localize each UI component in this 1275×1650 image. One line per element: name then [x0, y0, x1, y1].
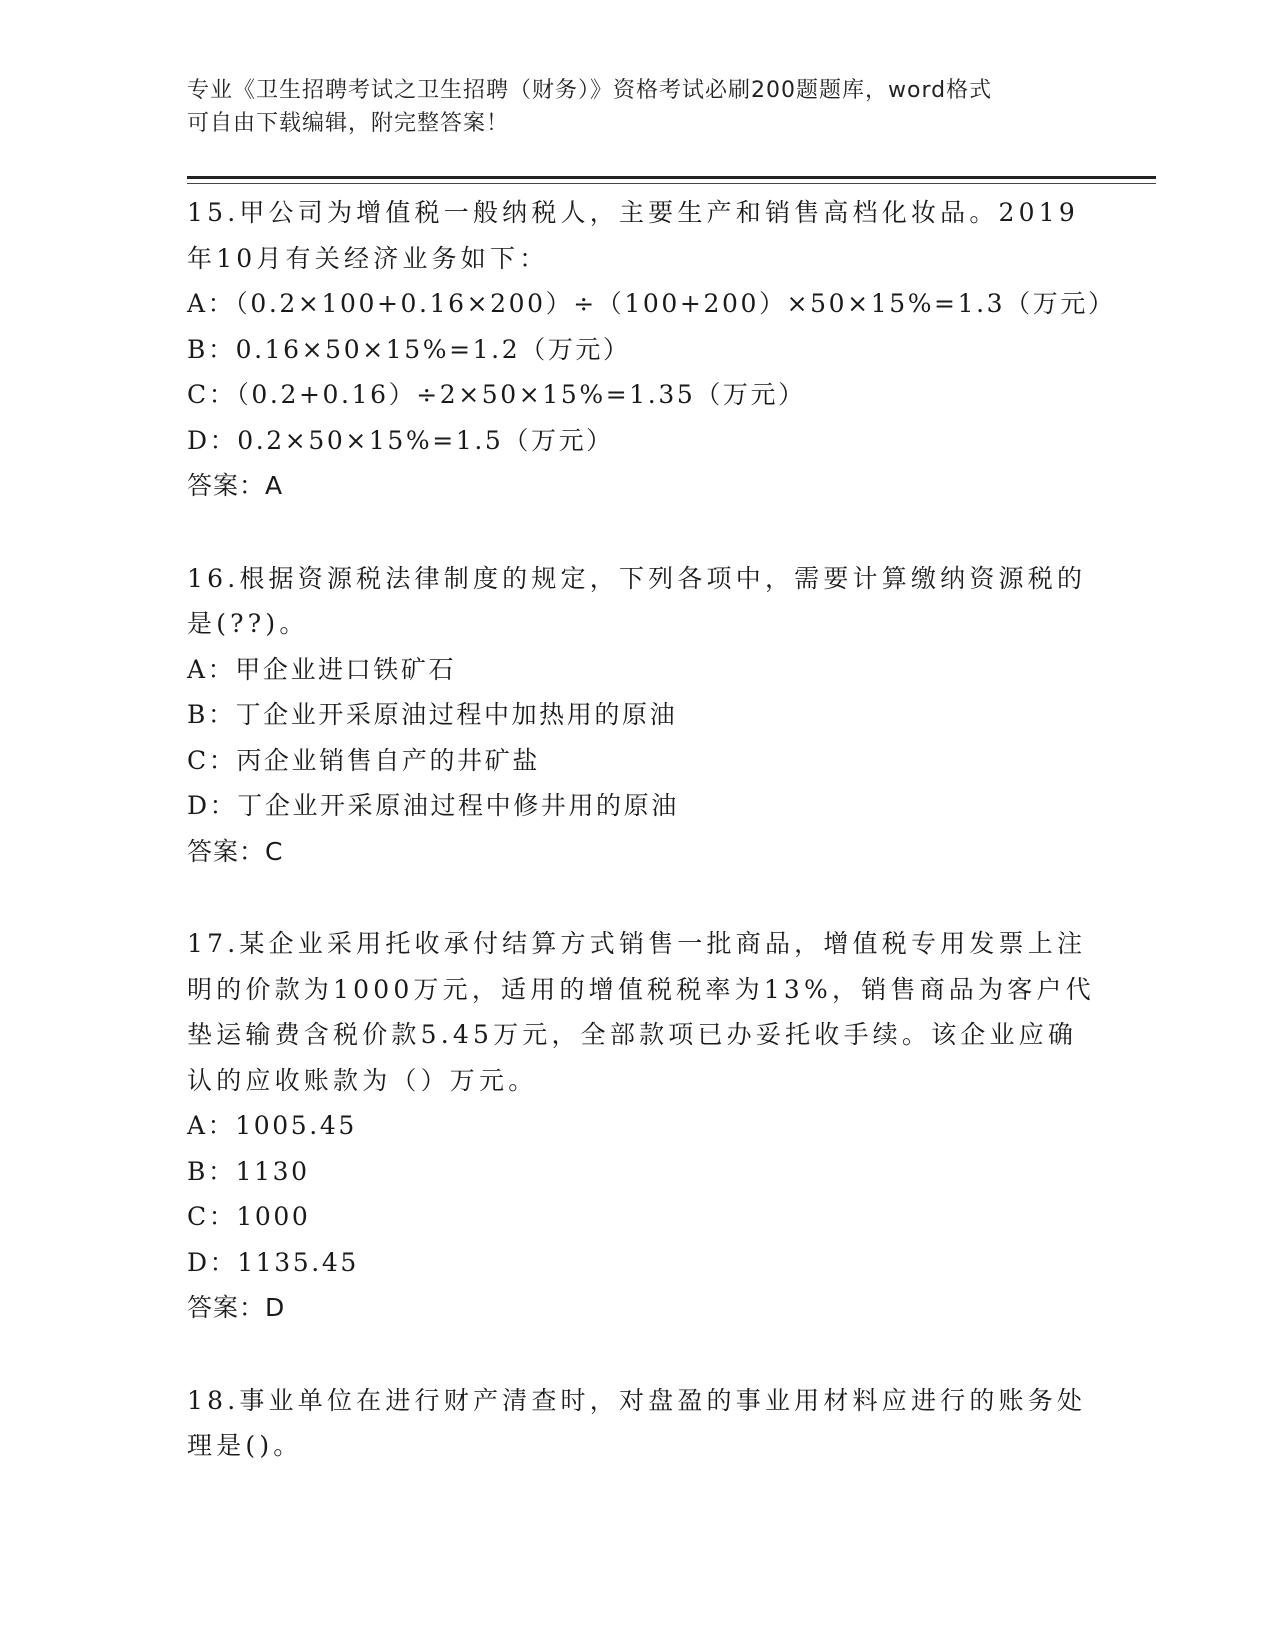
question-list: [187, 190, 1116, 1516]
question-17: [187, 921, 1095, 1331]
question-stem-line: 16.根据资源税法律制度的规定，下列各项中，需要计算缴纳资源税的: [187, 563, 1087, 593]
option-b: B：1130: [187, 1156, 310, 1186]
option-a: A：1005.45: [187, 1111, 357, 1140]
header-divider-thin: [187, 183, 1156, 184]
question-16: [187, 556, 1087, 875]
option-c: C：1000: [187, 1202, 311, 1231]
question-15: [187, 190, 1116, 509]
option-d: D：0.2×50×15%=1.5（万元）: [187, 425, 614, 455]
question-stem-line: 认的应收账款为（）万元。: [187, 1065, 538, 1095]
question-stem-line: 垫运输费含税价款5.45万元，全部款项已办妥托收手续。该企业应确: [187, 1020, 1078, 1049]
question-18: [187, 1378, 1087, 1469]
question-stem-line: 年10月有关经济业务如下：: [187, 243, 549, 273]
header-line-1: 专业《卫生招聘考试之卫生招聘（财务）》资格考试必刷200题题库，word格式: [187, 78, 993, 103]
question-stem-line: 18.事业单位在进行财产清查时，对盘盈的事业用材料应进行的账务处: [187, 1385, 1087, 1415]
question-stem-line: 是(??)。: [187, 609, 309, 638]
answer: 答案：C: [187, 836, 284, 866]
question-stem-line: 17.某企业采用托收承付结算方式销售一批商品，增值税专用发票上注: [187, 929, 1087, 958]
option-c: C：丙企业销售自产的井矿盐: [187, 745, 540, 775]
option-a: A：甲企业进口铁矿石: [187, 654, 457, 684]
header-line-2: 可自由下载编辑，附完整答案！: [187, 111, 510, 136]
question-stem-line: 理是()。: [187, 1431, 303, 1460]
header-divider-thick: [187, 176, 1156, 179]
answer: 答案：A: [187, 471, 284, 500]
document-header: [187, 74, 1067, 140]
question-stem-line: 15.甲公司为增值税一般纳税人，主要生产和销售高档化妆品。2019: [187, 198, 1079, 227]
answer: 答案：D: [187, 1293, 286, 1322]
question-stem-line: 明的价款为1000万元，适用的增值税税率为13%，销售商品为客户代: [187, 974, 1095, 1004]
option-d: D：丁企业开采原油过程中修井用的原油: [187, 791, 679, 820]
option-d: D：1135.45: [187, 1247, 359, 1277]
option-c: C：（0.2+0.16）÷2×50×15%=1.35（万元）: [187, 380, 806, 409]
option-b: B：丁企业开采原油过程中加热用的原油: [187, 700, 678, 729]
option-a: A：（0.2×100+0.16×200）÷（100+200）×50×15%=1.3（万元）: [187, 289, 1116, 318]
option-b: B：0.16×50×15%=1.2（万元）: [187, 334, 631, 364]
